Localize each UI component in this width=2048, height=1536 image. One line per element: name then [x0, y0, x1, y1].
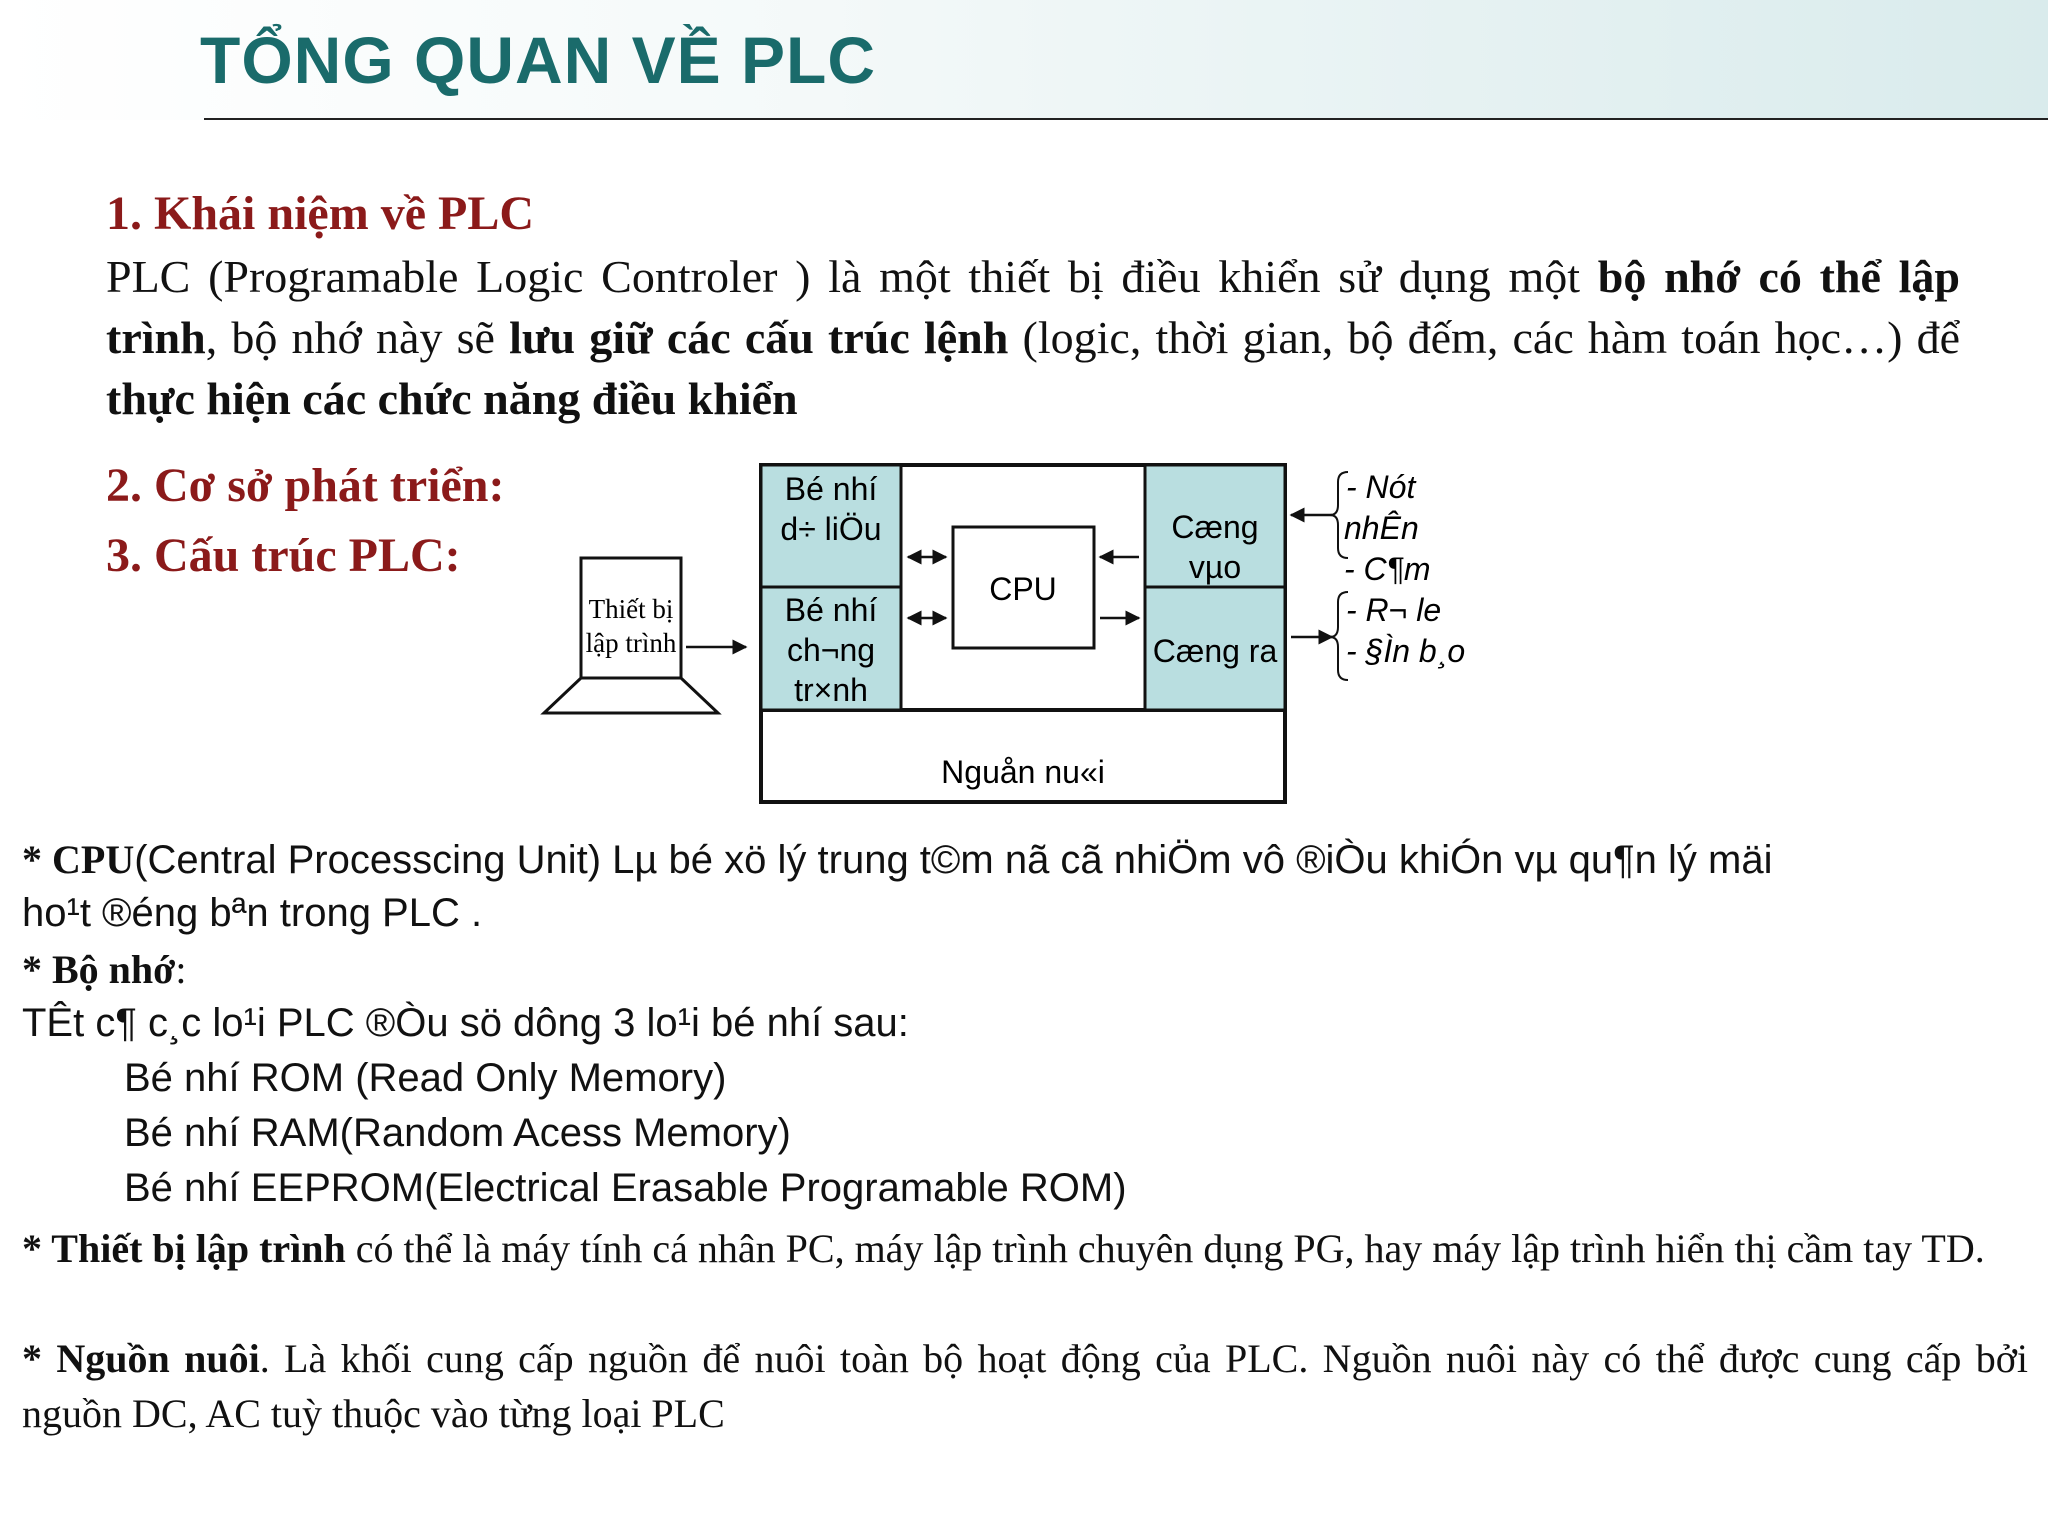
program-memory-label-1: Bé nhí	[784, 592, 878, 628]
input-device-label-1b: nhÊn	[1344, 510, 1419, 546]
programmer-device-icon	[544, 558, 718, 713]
input-device-label-1a: - Nót	[1346, 469, 1416, 505]
cpu-label: CPU	[989, 571, 1057, 607]
cpu-note-text-1: (Central Processcing Unit) Lµ bé xö lý trung t©m nã cã nhiÖm vô ®iÒu khiÓn vµ qu¶n lý mäi	[134, 838, 1773, 882]
definition-text-3: (logic, thời gian, bộ đếm, các hàm toán học…) để	[1008, 312, 1961, 363]
power-note-text: . Là khối cung cấp nguồn để nuôi toàn bộ hoạt động của PLC. Nguồn nuôi này có thể được cung cấp bởi nguồn DC, AC tuỳ thuộc vào từng loại PLC	[22, 1336, 2028, 1436]
programmer-note-label: * Thiết bị lập trình	[22, 1226, 346, 1271]
output-device-label-2: - §Ìn b¸o	[1346, 633, 1466, 669]
section-1-heading: 1. Khái niệm về PLC	[106, 187, 534, 240]
definition-text-2: , bộ nhớ này sẽ	[205, 312, 510, 363]
section-2-heading: 2. Cơ sở phát triển:	[106, 459, 505, 512]
programmer-label-1: Thiết bị	[588, 594, 674, 624]
input-device-label-2: - C¶m	[1344, 551, 1431, 587]
program-memory-label-3: tr×nh	[794, 672, 868, 708]
input-port-label-1: Cæng	[1171, 509, 1259, 545]
output-port-label: Cæng ra	[1152, 633, 1278, 669]
definition-bold-1: bộ nhớ có thể lập trình	[106, 251, 1960, 363]
memory-note-label: * Bộ nhớ	[22, 947, 176, 992]
power-note	[22, 1331, 2028, 1441]
output-device-label-1: - R¬ le	[1346, 592, 1442, 628]
data-memory-label-2: d÷ liÖu	[780, 511, 882, 547]
memory-note-heading	[22, 946, 186, 993]
memory-item-ram: Bé nhí RAM(Random Acess Memory)	[124, 1111, 791, 1155]
cpu-note-line-2: ho¹t ®éng bªn trong PLC .	[22, 891, 483, 935]
memory-item-rom: Bé nhí ROM (Read Only Memory)	[124, 1056, 727, 1100]
memory-intro-line: TÊt c¶ c¸c lo¹i PLC ®Òu sö dông 3 lo¹i bé nhí sau:	[22, 1001, 909, 1045]
programmer-label-2: lập trình	[585, 628, 677, 658]
definition-bold-2: lưu giữ các cấu trúc lệnh	[509, 312, 1009, 363]
definition-text-1: PLC (Programable Logic Controler ) là một thiết bị điều khiển sử dụng một	[106, 251, 1598, 302]
programmer-note-text: có thể là máy tính cá nhân PC, máy lập trình chuyên dụng PG, hay máy lập trình hiển thị cầm tay TD.	[345, 1226, 1985, 1271]
section-3-heading: 3. Cấu trúc PLC:	[106, 529, 461, 582]
cpu-note-label: * CPU	[22, 837, 135, 882]
memory-note-colon: :	[175, 947, 187, 992]
memory-item-eeprom: Bé nhí EEPROM(Electrical Erasable Programable ROM)	[124, 1166, 1127, 1210]
definition-bold-3: thực hiện các chức năng điều khiển	[106, 373, 798, 424]
data-memory-label-1: Bé nhí	[784, 471, 878, 507]
input-port-label-2: vµo	[1188, 549, 1242, 585]
page-title: TỔNG QUAN VỀ PLC	[200, 23, 877, 97]
power-supply-label: Nguån nu«i	[941, 754, 1105, 790]
power-note-label: * Nguồn nuôi	[22, 1336, 260, 1381]
programmer-note	[22, 1221, 2028, 1276]
cpu-note-line-1	[22, 836, 1772, 883]
program-memory-label-2: ch¬ng	[786, 632, 876, 668]
